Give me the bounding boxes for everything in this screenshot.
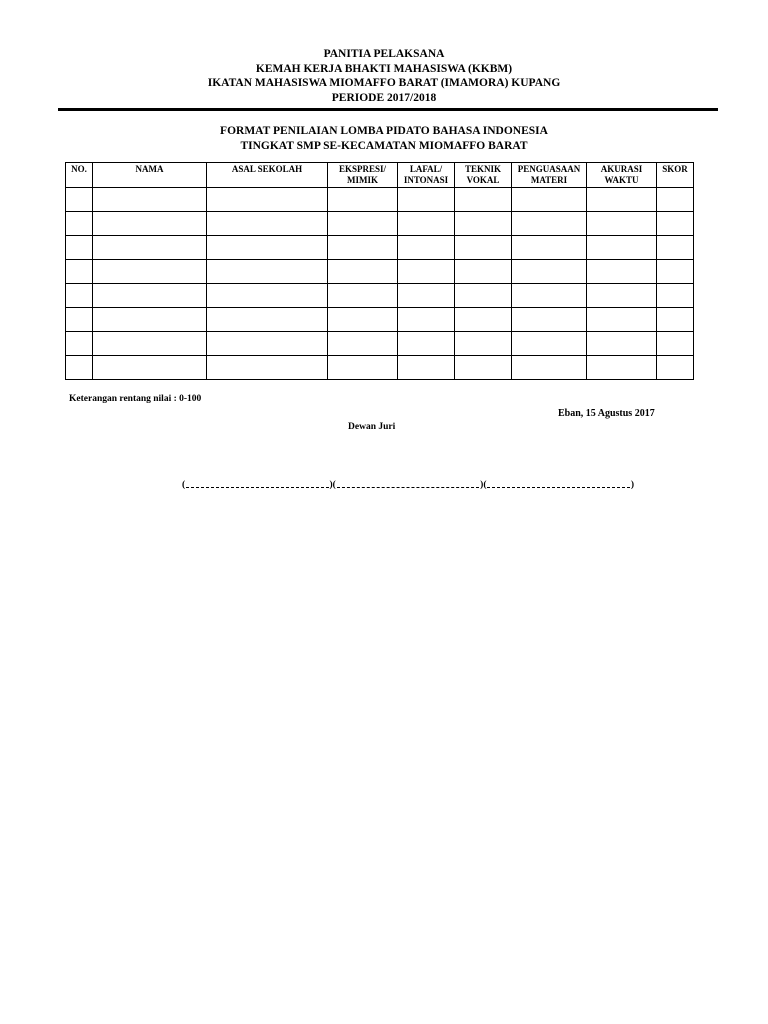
table-cell[interactable] <box>66 188 93 212</box>
signature-separator-2: )( <box>480 480 487 490</box>
table-cell[interactable] <box>657 212 694 236</box>
table-cell[interactable] <box>207 356 328 380</box>
table-cell[interactable] <box>207 188 328 212</box>
table-cell[interactable] <box>66 212 93 236</box>
col-penguasaan-materi: PENGUASAAN MATERI <box>512 163 587 188</box>
scoring-table <box>65 162 694 380</box>
table-cell[interactable] <box>398 308 455 332</box>
jury-label: Dewan Juri <box>348 422 396 432</box>
table-cell[interactable] <box>587 236 657 260</box>
table-row <box>66 236 694 260</box>
table-cell[interactable] <box>66 356 93 380</box>
table-cell[interactable] <box>657 236 694 260</box>
table-cell[interactable] <box>512 332 587 356</box>
table-cell[interactable] <box>398 212 455 236</box>
col-skor: SKOR <box>657 163 694 188</box>
form-title <box>0 124 768 153</box>
col-asal-sekolah: ASAL SEKOLAH <box>207 163 328 188</box>
table-cell[interactable] <box>328 308 398 332</box>
table-cell[interactable] <box>93 284 207 308</box>
table-cell[interactable] <box>455 188 512 212</box>
table-cell[interactable] <box>455 284 512 308</box>
header-line-1: PANITIA PELAKSANA <box>323 48 445 60</box>
signature-line-1[interactable] <box>186 480 328 488</box>
table-cell[interactable] <box>398 284 455 308</box>
signature-separator-1: )( <box>329 480 336 490</box>
table-cell[interactable] <box>657 260 694 284</box>
table-cell[interactable] <box>398 188 455 212</box>
table-cell[interactable] <box>657 332 694 356</box>
table-cell[interactable] <box>328 356 398 380</box>
table-cell[interactable] <box>66 236 93 260</box>
signature-line-3[interactable] <box>487 480 629 488</box>
table-cell[interactable] <box>587 188 657 212</box>
table-cell[interactable] <box>398 260 455 284</box>
table-cell[interactable] <box>328 332 398 356</box>
signature-line-2[interactable] <box>337 480 479 488</box>
table-cell[interactable] <box>455 332 512 356</box>
header-divider <box>58 108 718 111</box>
table-cell[interactable] <box>328 212 398 236</box>
table-header-row <box>66 163 694 188</box>
title-line-1: FORMAT PENILAIAN LOMBA PIDATO BAHASA INDONESIA <box>220 125 548 137</box>
score-range-note: Keterangan rentang nilai : 0-100 <box>69 394 202 404</box>
table-cell[interactable] <box>455 236 512 260</box>
col-no: NO. <box>66 163 93 188</box>
header-line-3: IKATAN MAHASISWA MIOMAFFO BARAT (IMAMORA) KUPANG <box>207 77 561 89</box>
table-cell[interactable] <box>512 188 587 212</box>
table-cell[interactable] <box>207 284 328 308</box>
table-cell[interactable] <box>587 308 657 332</box>
table-cell[interactable] <box>66 260 93 284</box>
place-date: Eban, 15 Agustus 2017 <box>558 408 655 419</box>
table-cell[interactable] <box>93 212 207 236</box>
col-ekspresi: EKSPRESI/ MIMIK <box>328 163 398 188</box>
table-cell[interactable] <box>455 260 512 284</box>
table-cell[interactable] <box>398 236 455 260</box>
signature-open-paren: ( <box>182 480 186 490</box>
table-cell[interactable] <box>512 284 587 308</box>
signature-lines <box>182 480 634 490</box>
table-row <box>66 308 694 332</box>
col-lafal: LAFAL/ INTONASI <box>398 163 455 188</box>
header-line-4: PERIODE 2017/2018 <box>331 91 437 104</box>
table-cell[interactable] <box>66 308 93 332</box>
table-cell[interactable] <box>512 260 587 284</box>
table-cell[interactable] <box>93 356 207 380</box>
table-cell[interactable] <box>207 212 328 236</box>
table-cell[interactable] <box>657 308 694 332</box>
table-cell[interactable] <box>93 236 207 260</box>
table-cell[interactable] <box>66 284 93 308</box>
table-cell[interactable] <box>587 356 657 380</box>
table-cell[interactable] <box>207 308 328 332</box>
table-cell[interactable] <box>207 332 328 356</box>
col-nama: NAMA <box>93 163 207 188</box>
table-cell[interactable] <box>455 212 512 236</box>
table-cell[interactable] <box>587 284 657 308</box>
table-row <box>66 284 694 308</box>
col-teknik-vokal: TEKNIK VOKAL <box>455 163 512 188</box>
table-row <box>66 212 694 236</box>
table-cell[interactable] <box>512 236 587 260</box>
table-cell[interactable] <box>93 332 207 356</box>
table-cell[interactable] <box>328 236 398 260</box>
table-cell[interactable] <box>455 356 512 380</box>
table-cell[interactable] <box>455 308 512 332</box>
table-cell[interactable] <box>512 356 587 380</box>
table-row <box>66 260 694 284</box>
table-cell[interactable] <box>398 332 455 356</box>
table-cell[interactable] <box>657 356 694 380</box>
table-body <box>66 188 694 380</box>
table-cell[interactable] <box>512 308 587 332</box>
table-cell[interactable] <box>93 308 207 332</box>
table-cell[interactable] <box>657 188 694 212</box>
table-cell[interactable] <box>93 188 207 212</box>
table-cell[interactable] <box>66 332 93 356</box>
header-line-2: KEMAH KERJA BHAKTI MAHASISWA (KKBM) <box>255 62 513 75</box>
signature-close-paren: ) <box>630 480 634 490</box>
table-cell[interactable] <box>328 260 398 284</box>
table-row <box>66 332 694 356</box>
table-cell[interactable] <box>587 332 657 356</box>
table-cell[interactable] <box>512 212 587 236</box>
title-line-2: TINGKAT SMP SE-KECAMATAN MIOMAFFO BARAT <box>240 139 528 152</box>
table-cell[interactable] <box>587 212 657 236</box>
col-akurasi-waktu: AKURASI WAKTU <box>587 163 657 188</box>
table-row <box>66 356 694 380</box>
table-cell[interactable] <box>207 260 328 284</box>
table-row <box>66 188 694 212</box>
table-cell[interactable] <box>93 260 207 284</box>
table-cell[interactable] <box>587 260 657 284</box>
table-cell[interactable] <box>328 188 398 212</box>
committee-header <box>0 47 768 105</box>
table-cell[interactable] <box>207 236 328 260</box>
table-cell[interactable] <box>398 356 455 380</box>
table-cell[interactable] <box>328 284 398 308</box>
table-cell[interactable] <box>657 284 694 308</box>
